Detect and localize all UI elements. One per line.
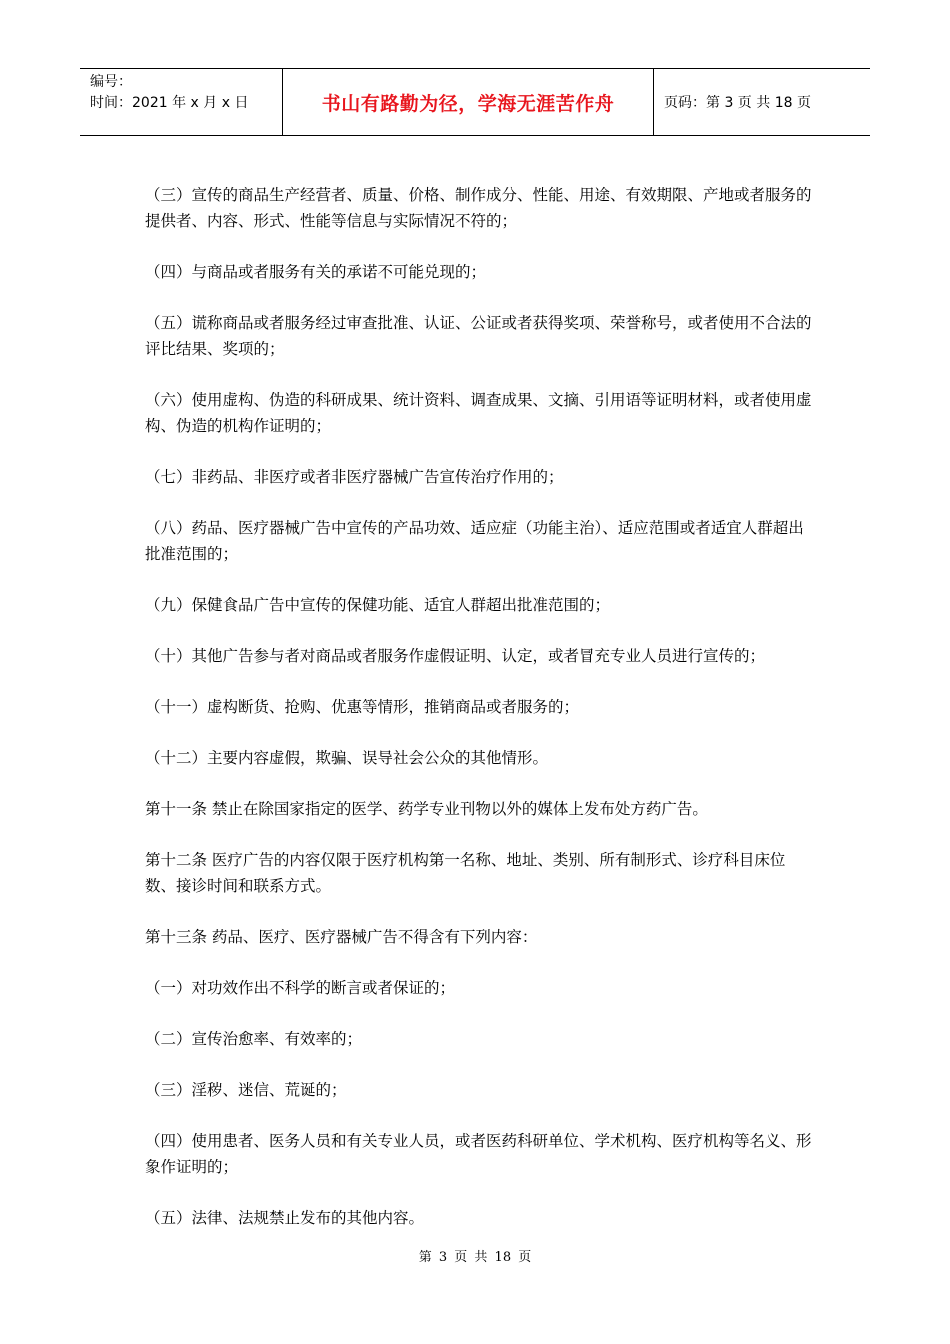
paragraph: （五）法律、法规禁止发布的其他内容。 [145, 1209, 425, 1227]
paragraph: （十二）主要内容虚假，欺骗、误导社会公众的其他情形。 [145, 749, 549, 767]
document-body [145, 182, 815, 1256]
paragraph: （九）保健食品广告中宣传的保健功能、适宜人群超出批准范围的； [145, 596, 611, 614]
paragraph: （十一）虚构断货、抢购、优惠等情形，推销商品或者服务的； [145, 698, 580, 716]
paragraph: （十）其他广告参与者对商品或者服务作虚假证明、认定，或者冒充专业人员进行宣传的； [145, 647, 766, 665]
page-header [80, 68, 870, 136]
paragraph: （八）药品、医疗器械广告中宣传的产品功效、适应症（功能主治）、适应范围或者适宜人群超出批准范围的； [145, 519, 804, 563]
paragraph: （三）宣传的商品生产经营者、质量、价格、制作成分、性能、用途、有效期限、产地或者服务的提供者、内容、形式、性能等信息与实际情况不符的； [145, 186, 812, 230]
article-paragraph: 第十三条 药品、医疗、医疗器械广告不得含有下列内容： [145, 928, 538, 946]
page-footer: 第 3 页 共 18 页 [418, 1250, 532, 1265]
page-indicator: 页码：第 3 页 共 18 页 [664, 95, 811, 111]
paragraph: （七）非药品、非医疗或者非医疗器械广告宣传治疗作用的； [145, 468, 564, 486]
paragraph: （四）与商品或者服务有关的承诺不可能兑现的； [145, 263, 487, 281]
motto: 书山有路勤为径，学海无涯苦作舟 [282, 69, 654, 135]
doc-number-label: 编号： [90, 74, 132, 90]
paragraph: （三）淫秽、迷信、荒诞的； [145, 1081, 347, 1099]
paragraph: （二）宣传治愈率、有效率的； [145, 1030, 363, 1048]
date-label: 时间：2021 年 x 月 x 日 [90, 95, 249, 111]
paragraph: （一）对功效作出不科学的断言或者保证的； [145, 979, 456, 997]
article-paragraph: 第十二条 医疗广告的内容仅限于医疗机构第一名称、地址、类别、所有制形式、诊疗科目床位数、接诊时间和联系方式。 [145, 851, 786, 895]
header-info [80, 69, 282, 135]
paragraph: （五）谎称商品或者服务经过审查批准、认证、公证或者获得奖项、荣誉称号，或者使用不合法的评比结果、奖项的； [145, 314, 812, 358]
paragraph: （四）使用患者、医务人员和有关专业人员，或者医药科研单位、学术机构、医疗机构等名义、形象作证明的； [145, 1132, 812, 1176]
paragraph: （六）使用虚构、伪造的科研成果、统计资料、调查成果、文摘、引用语等证明材料，或者使用虚构、伪造的机构作证明的； [145, 391, 812, 435]
article-paragraph: 第十一条 禁止在除国家指定的医学、药学专业刊物以外的媒体上发布处方药广告。 [145, 800, 708, 818]
